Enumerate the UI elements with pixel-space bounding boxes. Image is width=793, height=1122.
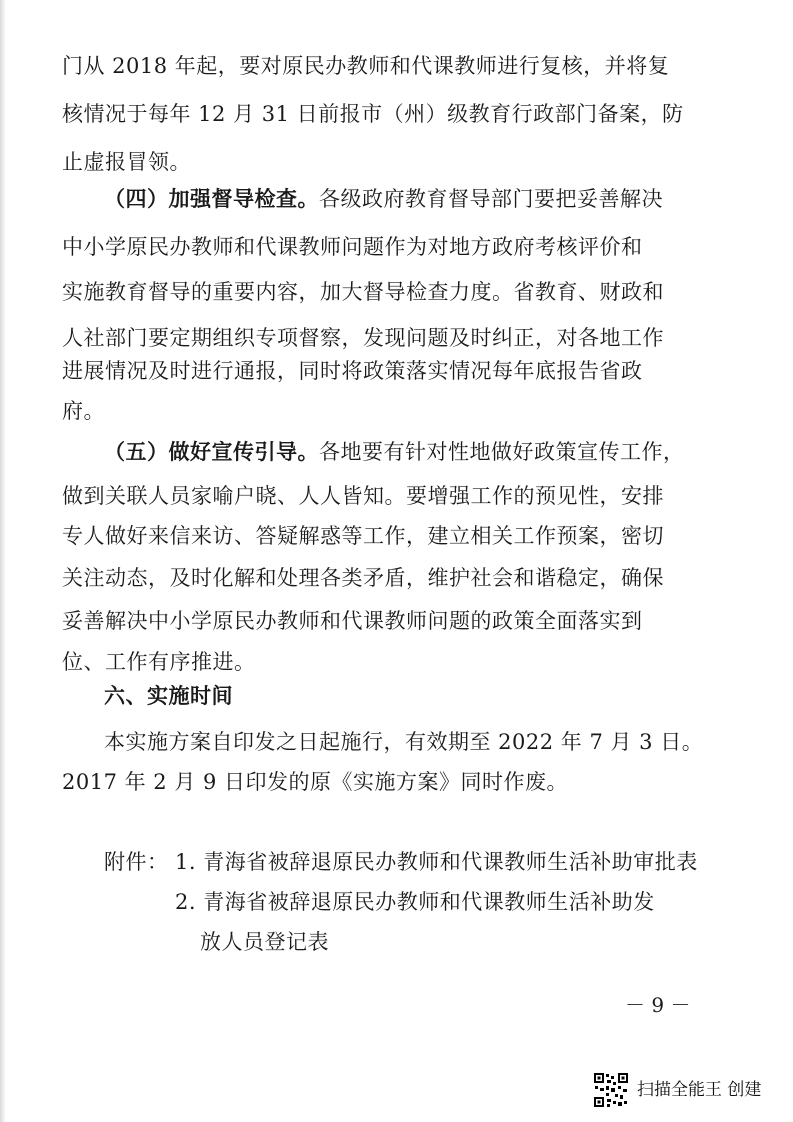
scan-edge-shadow xyxy=(0,0,6,1122)
attachment-item-2: 2. 青海省被辞退原民办教师和代课教师生活补助发 xyxy=(175,890,655,914)
attachment-item-1: 1. 青海省被辞退原民办教师和代课教师生活补助审批表 xyxy=(175,850,698,874)
body-line: 进展情况及时进行通报，同时将政策落实情况每年底报告省政 xyxy=(62,359,643,383)
body-line: 府。 xyxy=(62,399,105,423)
qr-code-icon xyxy=(593,1072,629,1108)
body-line: 妥善解决中小学原民办教师和代课教师问题的政策全面落实到 xyxy=(62,609,643,633)
body-line: 专人做好来信来访、答疑解惑等工作，建立相关工作预案，密切 xyxy=(62,524,664,548)
watermark-text: 扫描全能王 创建 xyxy=(637,1080,762,1100)
body-line: 关注动态，及时化解和处理各类矛盾，维护社会和谐稳定，确保 xyxy=(62,566,664,590)
section-5-text: 各地要有针对性地做好政策宣传工作， xyxy=(319,440,685,464)
section-4-title: （四）加强督导检查。 xyxy=(104,186,319,211)
section-5-first-line xyxy=(104,438,685,466)
body-line: 位、工作有序推进。 xyxy=(62,650,256,674)
body-line: 实施教育督导的重要内容，加大督导检查力度。省教育、财政和 xyxy=(62,280,664,304)
section-4-text: 各级政府教育督导部门要把妥善解决 xyxy=(319,187,663,211)
body-line: 人社部门要定期组织专项督察，发现问题及时纠正，对各地工作 xyxy=(62,326,664,350)
body-line: 核情况于每年 12 月 31 日前报市（州）级教育行政部门备案，防 xyxy=(62,102,684,126)
section-4-first-line xyxy=(104,185,663,213)
body-line: 止虚报冒领。 xyxy=(62,150,191,174)
body-line: 做到关联人员家喻户晓、人人皆知。要增强工作的预见性，安排 xyxy=(62,484,664,508)
page-number: － 9 － xyxy=(625,993,691,1017)
body-line: 本实施方案自印发之日起施行，有效期至 2022 年 7 月 3 日。 xyxy=(104,730,704,754)
attachments-label: 附件： xyxy=(104,850,169,874)
body-line: 2017 年 2 月 9 日印发的原《实施方案》同时作废。 xyxy=(62,770,569,794)
section-5-title: （五）做好宣传引导。 xyxy=(104,439,319,464)
body-line: 中小学原民办教师和代课教师问题作为对地方政府考核评价和 xyxy=(62,235,643,259)
section-6-heading: 六、实施时间 xyxy=(104,684,233,708)
scanner-watermark xyxy=(593,1072,783,1112)
attachment-item-2-cont: 放人员登记表 xyxy=(200,930,329,954)
body-line: 门从 2018 年起，要对原民办教师和代课教师进行复核，并将复 xyxy=(62,54,670,78)
